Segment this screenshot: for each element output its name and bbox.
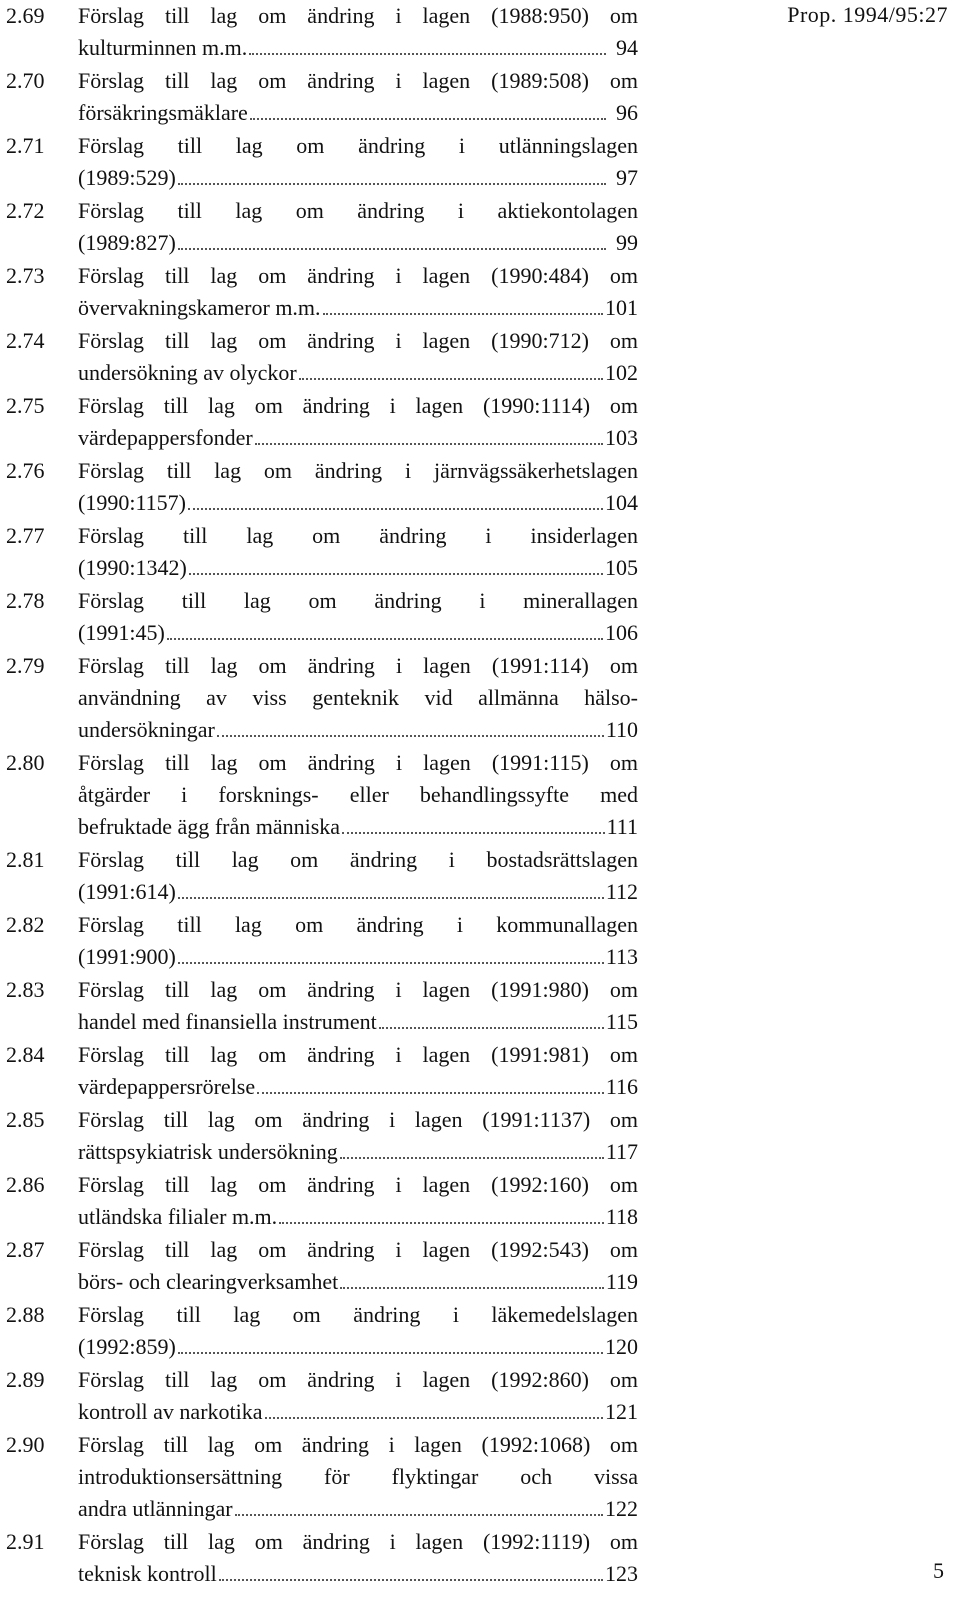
toc-entry [6, 455, 726, 519]
toc-entry-title-line: Förslag till lag om ändring i lagen (1992:860) om [78, 1367, 638, 1392]
toc-entry-number: 2.76 [6, 458, 45, 483]
toc-entry [6, 260, 726, 324]
dot-leader [217, 735, 604, 737]
dot-leader [219, 1579, 603, 1581]
toc-entry-number: 2.80 [6, 750, 45, 775]
toc-entry-title-line: Förslag till lag om ändring i lagen (1992:160) om [78, 1172, 638, 1197]
toc-entry-body [78, 1429, 638, 1525]
toc-entry-title-line: Förslag till lag om ändring i bostadsrättslagen [78, 847, 638, 872]
toc-entry-final-line [78, 1266, 638, 1298]
toc-entry-number: 2.86 [6, 1172, 45, 1197]
toc-entry-title-line: användning av viss genteknik vid allmänna hälso- [78, 685, 638, 710]
toc-entry-title-end: (1990:1342) [78, 555, 187, 580]
toc-entry-body [78, 65, 638, 129]
toc-entry-number: 2.72 [6, 198, 45, 223]
toc-entry-title-line: Förslag till lag om ändring i lagen (1991:981) om [78, 1042, 638, 1067]
dot-leader [265, 1417, 603, 1419]
toc-entry-number: 2.85 [6, 1107, 45, 1132]
toc-entry-final-line [78, 487, 638, 519]
toc-entry [6, 1104, 726, 1168]
dot-leader [167, 638, 603, 640]
toc-entry-body [78, 455, 638, 519]
toc-entry-body [78, 1104, 638, 1168]
toc-entry-title-line: Förslag till lag om ändring i lagen (1992:1068) om [78, 1432, 638, 1457]
toc-entry-number: 2.90 [6, 1432, 45, 1457]
toc-entry-title-line: åtgärder i forsknings- eller behandlingssyfte med [78, 782, 638, 807]
toc-entry-final-line [78, 1201, 638, 1233]
toc-entry-number: 2.79 [6, 653, 45, 678]
dot-leader [249, 53, 606, 55]
toc-entry-final-line [78, 552, 638, 584]
toc-entry-page: 96 [616, 100, 638, 125]
toc-entry-title-end: kulturminnen m.m. [78, 35, 248, 60]
toc-entry [6, 909, 726, 973]
toc-entry-body [78, 585, 638, 649]
toc-entry [6, 130, 726, 194]
toc-entry-page: 104 [605, 490, 638, 515]
toc-entry [6, 650, 726, 746]
toc-entry-number: 2.71 [6, 133, 45, 158]
toc-entry-title-line: Förslag till lag om ändring i lagen (1991:1137) om [78, 1107, 638, 1132]
toc-entry-title-end: (1990:1157) [78, 490, 186, 515]
toc-entry-body [78, 325, 638, 389]
toc-entry-number: 2.70 [6, 68, 45, 93]
toc-entry-final-line [78, 1396, 638, 1428]
toc-entry [6, 1364, 726, 1428]
toc-entry-title-line: Förslag till lag om ändring i minerallagen [78, 588, 638, 613]
toc-entry-title-end: kontroll av narkotika [78, 1399, 263, 1424]
toc-entry-final-line [78, 714, 638, 746]
toc-entry-final-line [78, 1136, 638, 1168]
toc-entry-body [78, 650, 638, 746]
toc-entry-body [78, 1234, 638, 1298]
toc-entry-body [78, 747, 638, 843]
toc-entry-page: 120 [605, 1334, 638, 1359]
toc-entry-title-end: värdepappersfonder [78, 425, 253, 450]
toc-entry-body [78, 520, 638, 584]
toc-entry-number: 2.74 [6, 328, 45, 353]
toc-entry-final-line [78, 422, 638, 454]
toc-entry [6, 1526, 726, 1590]
toc-entry-body [78, 1299, 638, 1363]
toc-entry-page: 111 [606, 814, 638, 839]
toc-entry-title-line: Förslag till lag om ändring i lagen (1990:712) om [78, 328, 638, 353]
toc-entry-page: 116 [605, 1074, 638, 1099]
toc-entry-body [78, 1364, 638, 1428]
toc-entry-page: 119 [605, 1269, 638, 1294]
toc-entry-page: 115 [605, 1009, 638, 1034]
toc-entry-page: 121 [605, 1399, 638, 1424]
toc-entry-title-end: försäkringsmäklare [78, 100, 248, 125]
toc-entry-page: 106 [605, 620, 638, 645]
toc-entry-final-line [78, 1493, 638, 1525]
toc-entry-title-line: introduktionsersättning för flyktingar och vissa [78, 1464, 638, 1489]
toc-entry-number: 2.73 [6, 263, 45, 288]
toc-entry-title-line: Förslag till lag om ändring i lagen (1991:115) om [78, 750, 638, 775]
toc-entry-title-line: Förslag till lag om ändring i kommunallagen [78, 912, 638, 937]
toc-entry-final-line [78, 357, 638, 389]
toc-entry-final-line [78, 162, 638, 194]
dot-leader [189, 573, 603, 575]
toc-entry [6, 1169, 726, 1233]
toc-entry-final-line [78, 1331, 638, 1363]
dot-leader [178, 248, 606, 250]
toc-entry [6, 65, 726, 129]
toc-entry-page: 117 [605, 1139, 638, 1164]
toc-entry-title-line: Förslag till lag om ändring i lagen (1992:1119) om [78, 1529, 638, 1554]
toc-entry [6, 390, 726, 454]
toc-entry [6, 747, 726, 843]
dot-leader [188, 508, 603, 510]
toc-entry-title-end: undersökningar [78, 717, 215, 742]
toc-entry-page: 122 [605, 1496, 638, 1521]
toc-entry-final-line [78, 292, 638, 324]
toc-entry-title-line: Förslag till lag om ändring i järnvägssäkerhetslagen [78, 458, 638, 483]
toc-entry-title-line: Förslag till lag om ändring i lagen (1990:1114) om [78, 393, 638, 418]
toc-entry-number: 2.78 [6, 588, 45, 613]
toc-entry-title-line: Förslag till lag om ändring i lagen (1988:950) om [78, 3, 638, 28]
dot-leader [255, 443, 603, 445]
toc-entry-title-line: Förslag till lag om ändring i lagen (1989:508) om [78, 68, 638, 93]
toc-entry-final-line [78, 97, 638, 129]
toc-entry [6, 1234, 726, 1298]
toc-entry-final-line [78, 227, 638, 259]
toc-entry-final-line [78, 32, 638, 64]
toc-entry [6, 195, 726, 259]
toc-entry-body [78, 195, 638, 259]
toc-entry-number: 2.77 [6, 523, 45, 548]
toc-entry [6, 585, 726, 649]
toc-entry [6, 974, 726, 1038]
toc-entry-number: 2.84 [6, 1042, 45, 1067]
dot-leader [340, 1157, 604, 1159]
toc-entry-page: 101 [605, 295, 638, 320]
toc-entry-number: 2.75 [6, 393, 45, 418]
dot-leader [379, 1027, 604, 1029]
dot-leader [250, 118, 606, 120]
toc-entry-title-end: rättspsykiatrisk undersökning [78, 1139, 338, 1164]
toc-entry [6, 325, 726, 389]
toc-entry-title-line: Förslag till lag om ändring i läkemedelslagen [78, 1302, 638, 1327]
toc-entry-body [78, 909, 638, 973]
dot-leader [178, 962, 604, 964]
toc-entry-number: 2.83 [6, 977, 45, 1002]
toc-entry-final-line [78, 1558, 638, 1590]
dot-leader [235, 1514, 603, 1516]
toc-entry-final-line [78, 1006, 638, 1038]
toc-entry-title-line: Förslag till lag om ändring i lagen (1992:543) om [78, 1237, 638, 1262]
toc-entry [6, 1039, 726, 1103]
toc-entry [6, 0, 726, 64]
toc-entry-title-line: Förslag till lag om ändring i aktiekontolagen [78, 198, 638, 223]
dot-leader [257, 1092, 604, 1094]
toc-entry-title-end: börs- och clearingverksamhet [78, 1269, 339, 1294]
toc-entry-body [78, 1169, 638, 1233]
dot-leader [340, 1287, 604, 1289]
toc-entry-final-line [78, 811, 638, 843]
dot-leader [342, 832, 605, 834]
toc-entry-title-line: Förslag till lag om ändring i lagen (1991:980) om [78, 977, 638, 1002]
toc-entry-page: 123 [605, 1561, 638, 1586]
toc-entry-body [78, 844, 638, 908]
toc-entry-page: 99 [616, 230, 638, 255]
toc-entry-page: 113 [605, 944, 638, 969]
toc-entry-title-end: utländska filialer m.m. [78, 1204, 278, 1229]
toc-entry-title-end: andra utlänningar [78, 1496, 233, 1521]
toc-entry-final-line [78, 1071, 638, 1103]
toc-entry-body [78, 974, 638, 1038]
toc-entry [6, 1429, 726, 1525]
toc-entry-title-line: Förslag till lag om ändring i lagen (1991:114) om [78, 653, 638, 678]
toc-entry-body [78, 130, 638, 194]
toc-entry-body [78, 0, 638, 64]
toc-entry-page: 94 [616, 35, 638, 60]
toc-entry-page: 105 [605, 555, 638, 580]
toc-entry-title-end: (1991:614) [78, 879, 176, 904]
toc-entry-title-end: (1989:529) [78, 165, 176, 190]
toc-entry-title-end: (1989:827) [78, 230, 176, 255]
toc-entry-title-end: teknisk kontroll [78, 1561, 217, 1586]
toc-entry-number: 2.82 [6, 912, 45, 937]
toc-entry-body [78, 1039, 638, 1103]
toc-entry-title-end: (1992:859) [78, 1334, 176, 1359]
dot-leader [178, 183, 606, 185]
toc-entry-title-line: Förslag till lag om ändring i insiderlagen [78, 523, 638, 548]
toc-entry-title-end: (1991:45) [78, 620, 165, 645]
dot-leader [279, 1222, 604, 1224]
toc-entry-final-line [78, 941, 638, 973]
toc-entry [6, 520, 726, 584]
toc-entry-page: 112 [605, 879, 638, 904]
toc-entry-page: 102 [605, 360, 638, 385]
toc-entry-title-end: övervakningskameror m.m. [78, 295, 321, 320]
toc-entry-number: 2.88 [6, 1302, 45, 1327]
toc-entry-number: 2.81 [6, 847, 45, 872]
dot-leader [299, 378, 603, 380]
dot-leader [323, 313, 603, 315]
toc-entry-body [78, 260, 638, 324]
page-number: 5 [933, 1558, 944, 1583]
toc-entry-page: 110 [605, 717, 638, 742]
toc-entry-title-end: befruktade ägg från människa [78, 814, 341, 839]
document-reference: Prop. 1994/95:27 [787, 2, 948, 27]
toc-entry-number: 2.89 [6, 1367, 45, 1392]
toc-entry-title-line: Förslag till lag om ändring i utlänningslagen [78, 133, 638, 158]
toc-entry-number: 2.69 [6, 3, 45, 28]
toc-entry-title-end: handel med finansiella instrument [78, 1009, 377, 1034]
dot-leader [178, 1352, 603, 1354]
toc-entry-number: 2.91 [6, 1529, 45, 1554]
toc-entry [6, 844, 726, 908]
toc-entry-page: 103 [605, 425, 638, 450]
toc-entry-title-line: Förslag till lag om ändring i lagen (1990:484) om [78, 263, 638, 288]
toc-entry-final-line [78, 876, 638, 908]
toc-entry-title-end: värdepappersrörelse [78, 1074, 256, 1099]
toc-entry-page: 118 [605, 1204, 638, 1229]
toc-entry [6, 1299, 726, 1363]
toc-entry-title-end: (1991:900) [78, 944, 176, 969]
toc-entry-title-end: undersökning av olyckor [78, 360, 297, 385]
toc-entry-body [78, 1526, 638, 1590]
toc-entry-page: 97 [616, 165, 638, 190]
toc-entry-body [78, 390, 638, 454]
dot-leader [178, 897, 604, 899]
toc-entry-number: 2.87 [6, 1237, 45, 1262]
toc-entry-final-line [78, 617, 638, 649]
table-of-contents [6, 0, 726, 1591]
